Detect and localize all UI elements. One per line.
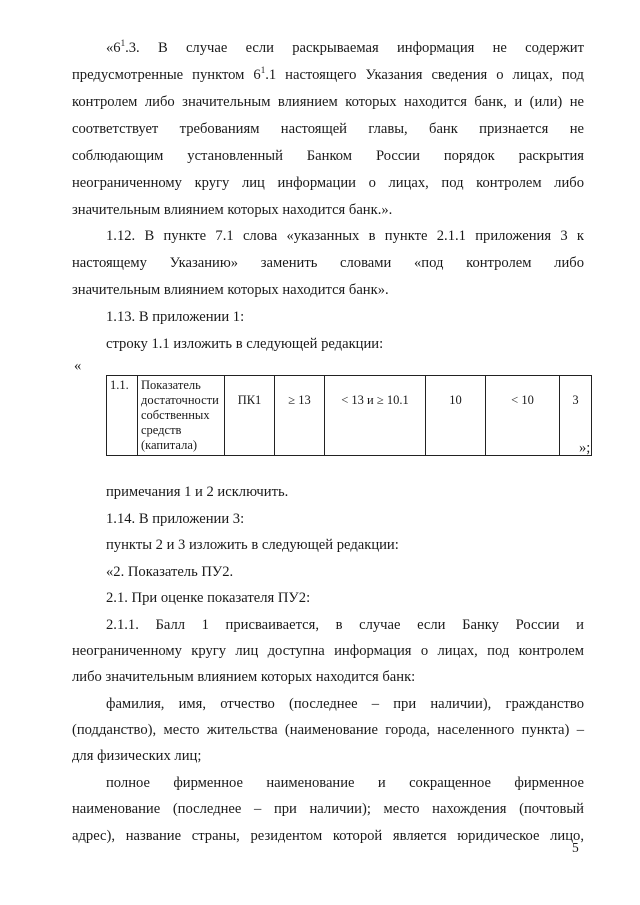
threshold-3-cell [426,376,486,456]
indicator-name-l3: собственных [141,408,210,422]
indicator-code: ПК1 [237,393,262,407]
table-quote-close: »; [579,440,591,456]
para-1-13-line2: строку 1.1 изложить в следующей редакции: [106,336,384,352]
threshold-2-cell [325,376,426,456]
para-6-1-3-line4: соответствует требованиям настоящей главы, банк признается не [72,121,584,137]
para-2-1-1-line2: неограниченному кругу лиц доступна информация о лицах, под контролем [72,643,584,659]
para-full-line3: адрес), название страны, резидентом которой является юридическое лицо, [72,828,584,844]
para-1-12-line1: 1.12. В пункте 7.1 слова «указанных в пункте 2.1.1 приложения 3 к [106,228,584,244]
para-6-1-3-line6: неограниченному кругу лиц информации о лицах, под контролем либо [72,175,584,191]
para-6-1-3-line5: соблюдающим установленный Банком России порядок раскрытия [72,148,584,164]
weight: 3 [572,393,579,407]
para-1-14-line1: 1.14. В приложении 3: [106,511,245,527]
para-1-12-line3: значительным влиянием которых находится банк». [72,282,389,298]
threshold-1-cell [275,376,325,456]
indicator-table-row [106,375,592,456]
para-6-1-3-line7: значительным влиянием которых находится банк.». [72,202,393,218]
para-fio-line3: для физических лиц; [72,748,202,764]
para-full-line2: наименование (последнее – при наличии); место нахождения (почтовый [72,801,584,817]
para-full-line1: полное фирменное наименование и сокращенное фирменное [106,775,584,791]
para-fio-line1: фамилия, имя, отчество (последнее – при наличии), гражданство [106,696,584,712]
indicator-name-l2: достаточности [141,393,219,407]
threshold-4: < 10 [511,393,534,407]
para-1-14-line3: «2. Показатель ПУ2. [106,564,234,580]
table-quote-open: « [74,358,82,374]
para-2-1-1-line1: 2.1.1. Балл 1 присваивается, в случае если Банку России и [106,617,584,633]
para-6-1-3-line1: «$6^1.3$. В случае если раскрываемая информация не содержит [106,38,584,56]
para-1-14-line2: пункты 2 и 3 изложить в следующей редакции: [106,537,399,553]
threshold-1: ≥ 13 [288,393,311,407]
indicator-name-l5: (капитала) [141,438,198,452]
para-1-12-line2: настоящему Указанию» заменить словами «под контролем либо [72,255,584,271]
indicator-code-cell [225,376,275,456]
para-1-13-line1: 1.13. В приложении 1: [106,309,245,325]
indicator-name-cell [138,376,225,456]
para-6-1-3-line3: контролем либо значительным влиянием которых находится банк, и (или) не [72,94,584,110]
threshold-3: 10 [449,393,462,407]
page-number: 5 [572,840,579,855]
para-fio-line2: (подданство), место жительства (наименование города, населенного пункта) – [72,722,584,738]
indicator-name-l1: Показатель [141,378,201,392]
para-1-14-line4: 2.1. При оценке показателя ПУ2: [106,590,311,606]
row-number-cell: 1.1. [107,376,138,456]
table-row [107,376,592,456]
threshold-2: < 13 и ≥ 10.1 [341,393,409,407]
threshold-4-cell [486,376,560,456]
para-6-1-3-line2: предусмотренные пунктом $6^1.1$ настоящего Указания сведения о лицах, под [72,65,584,83]
after-table-line: примечания 1 и 2 исключить. [106,484,289,500]
indicator-name-l4: средств [141,423,182,437]
para-2-1-1-line3: либо значительным влиянием которых находится банк: [72,669,416,685]
